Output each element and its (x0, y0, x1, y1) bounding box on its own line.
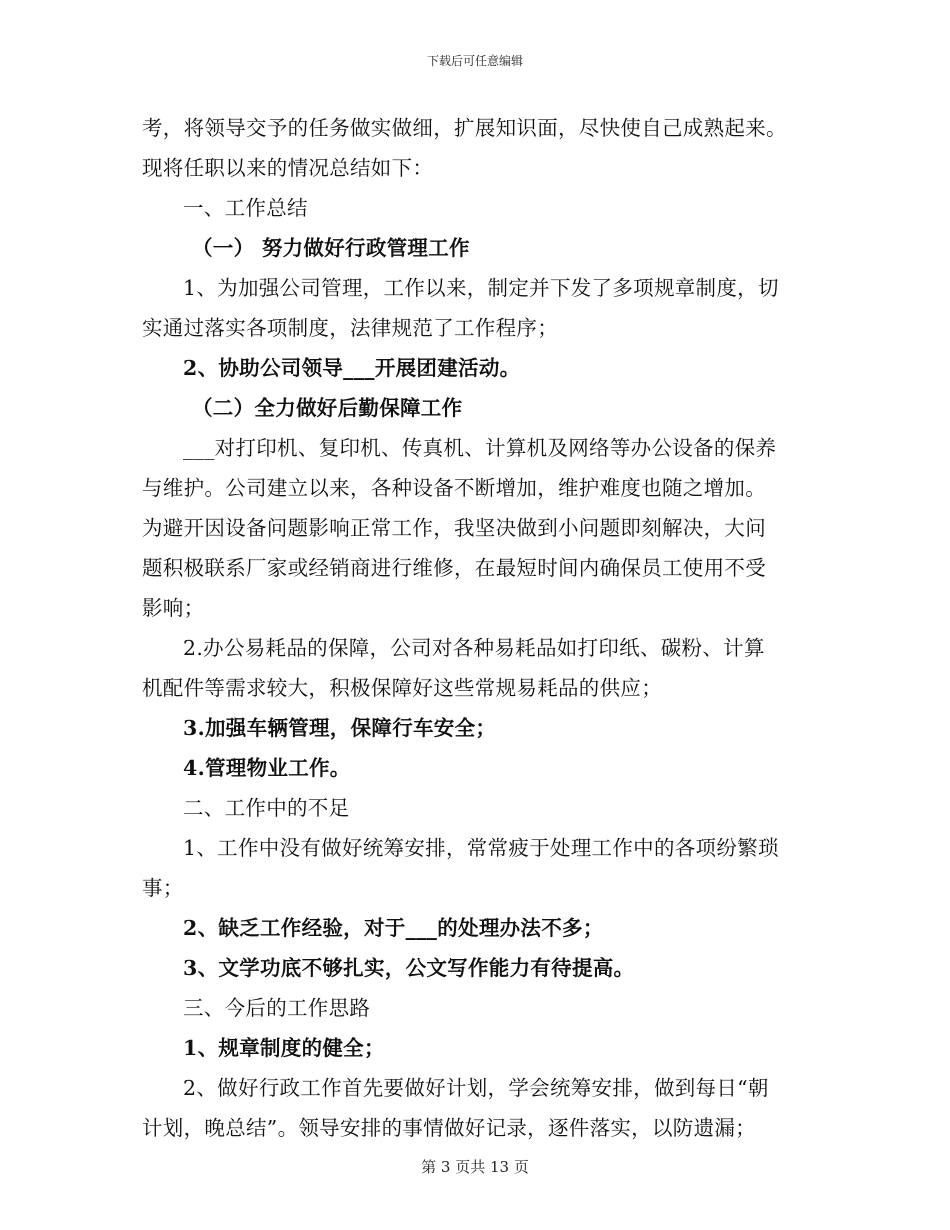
body-line: 实通过落实各项制度，法律规范了工作程序； (142, 316, 558, 340)
subsection-heading: （二）全力做好后勤保障工作 (192, 396, 463, 420)
section-heading: 三、今后的工作思路 (183, 996, 371, 1020)
body-line: 3、文学功底不够扎实，公文写作能力有待提高。 (183, 956, 635, 980)
body-line: 计划，晚总结”。领导安排的事情做好记录，逐件落实，以防遗漏； (142, 1116, 756, 1140)
header-note: 下载后可任意编辑 (426, 54, 523, 68)
subsection-heading: （一） 努力做好行政管理工作 (192, 236, 470, 260)
body-line: 1、工作中没有做好统筹安排，常常疲于处理工作中的各项纷繁琐 (183, 836, 779, 860)
body-line: 1、规章制度的健全； (183, 1036, 385, 1060)
body-line: 2、做好行政工作首先要做好计划，学会统筹安排，做到每日“朝 (183, 1076, 769, 1100)
section-heading: 一、工作总结 (183, 196, 308, 220)
body-line: 事； (142, 876, 184, 900)
body-line: 题积极联系厂家或经销商进行维修，在最短时间内确保员工使用不受 (142, 556, 766, 580)
body-line: 1、为加强公司管理，工作以来，制定并下发了多项规章制度，切 (183, 276, 779, 300)
body-line: 现将任职以来的情况总结如下： (142, 156, 434, 180)
body-line: 3.加强车辆管理，保障行车安全； (183, 716, 497, 740)
body-line: 机配件等需求较大，积极保障好这些常规易耗品的供应； (142, 676, 662, 700)
page-number-footer: 第 3 页共 13 页 (421, 1158, 529, 1176)
body-line: 4.管理物业工作。 (183, 756, 351, 780)
body-line: 与维护。公司建立以来，各种设备不断增加，维护难度也随之增加。 (142, 476, 766, 500)
body-line: 考，将领导交予的任务做实做细，扩展知识面，尽快使自己成熟起来。 (142, 116, 787, 140)
body-line: 为避开因设备问题影响正常工作，我坚决做到小问题即刻解决，大问 (142, 516, 766, 540)
body-line: 2、缺乏工作经验，对于___的处理办法不多； (183, 916, 604, 940)
body-line: ___对打印机、复印机、传真机、计算机及网络等办公设备的保养 (183, 436, 777, 460)
body-line: 2.办公易耗品的保障，公司对各种易耗品如打印纸、碳粉、计算 (183, 636, 765, 660)
section-heading: 二、工作中的不足 (183, 796, 350, 820)
body-line: 影响； (142, 596, 205, 620)
document-body (142, 108, 822, 1148)
body-line: 2、协助公司领导___开展团建活动。 (183, 356, 521, 380)
